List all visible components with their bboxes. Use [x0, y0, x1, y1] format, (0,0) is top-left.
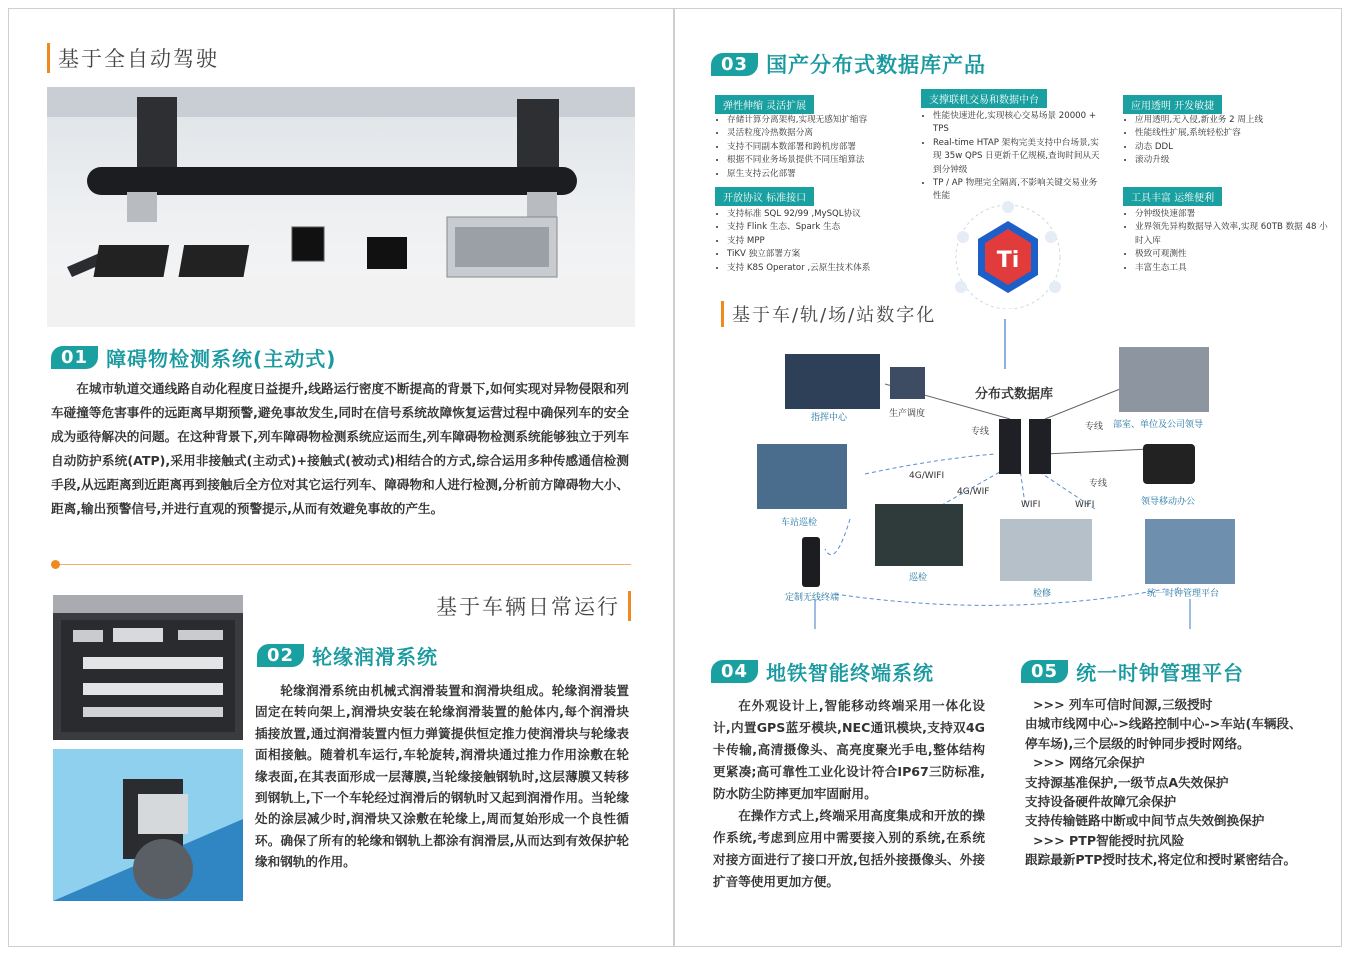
section-05-line: 由城市线网中心->线路控制中心->车站(车辆段、停车场),三个层级的时钟同步授时网络。 [1025, 716, 1302, 751]
section-03-number: 03 [711, 53, 758, 76]
list-item: • 支持 K8S Operator ,云原生技术体系 [727, 262, 927, 275]
diagram-label-dept: 部室、单位及公司领导 [1113, 420, 1204, 430]
list-item: • 分钟级快速部署 [1135, 208, 1335, 221]
list-item: • 灵活粒度冷热数据分离 [727, 127, 927, 140]
list-item: • 根据不同业务场景提供不同压缩算法 [727, 154, 927, 167]
feature-list-elastic [713, 114, 927, 181]
diagram-center-label: 分布式数据库 [975, 387, 1054, 402]
feature-list-tools [1121, 208, 1335, 275]
list-item: • 性能线性扩展,系统轻松扩容 [1135, 127, 1335, 140]
diagram-label-command: 指挥中心 [811, 413, 848, 423]
divider-line [55, 564, 631, 565]
section-04-title-row [711, 657, 934, 686]
list-item: • 原生支持云化部署 [727, 168, 927, 181]
diagram-label-dispatch: 生产调度 [889, 409, 926, 419]
section-05-line: 支持源基准保护,一级节点A失效保护 [1025, 774, 1229, 790]
diagram-label-net1: 4G/WIFI [909, 471, 945, 481]
section-04-number: 04 [711, 660, 758, 683]
feature-tag-oltp: 支撑联机交易和数据中台 [921, 89, 1047, 108]
diagram-label-wifi1: WIFI [1021, 500, 1041, 510]
section-04-paragraph-2: 在操作方式上,终端采用高度集成和开放的操作系统,考虑到应用中需要接入别的系统,在系统对接方面进行了接口开放,包括外接摄像头、外接扩音等使用更加方便。 [713, 808, 985, 889]
section-05-body [1025, 695, 1305, 870]
diagram-label-mobile-office: 领导移动办公 [1141, 497, 1196, 507]
section-01-paragraph: 在城市轨道交通线路自动化程度日益提升,线路运行密度不断提高的背景下,如何实现对异物侵限和列车碰撞等危害事件的远距离早期预警,避免事故发生,同时在信号系统故障恢复运营过程中确保列车的安全成为亟待解决的问题。在这种背景下,列车障碍物检测系统应运而生,列车障碍物检测系统能够独立于列车自动防护系统(ATP),采用非接触式(主动式)+接触式(被动式)相结合的方式,综合运用多种传感通信检测手段,从远距离到近距离再到接触后全方位对其它运行列车、障碍物和人进行检测,分析前方障碍物大小、距离,输出预警信号,并进行直观的预警提示,从而有效避免事故的产生。 [51, 381, 629, 516]
section-03-title-row [711, 49, 986, 79]
feature-list-open [713, 208, 927, 275]
diagram-label-patrol: 巡检 [909, 573, 928, 583]
list-item: • 支持标准 SQL 92/99 ,MySQL协议 [727, 208, 927, 221]
section-04-body [713, 695, 985, 893]
feature-list-oltp [919, 110, 1103, 204]
section-05-line: >>> PTP智能授时抗风险 [1033, 832, 1185, 848]
list-item: • 支持 Flink 生态、Spark 生态 [727, 221, 927, 234]
section-01-title: 障碍物检测系统(主动式) [106, 347, 337, 371]
list-item: • 动态 DDL [1135, 141, 1335, 154]
list-item: • 业界领先异构数据导入效率,实现 60TB 数据 48 小时入库 [1135, 221, 1335, 248]
section-header-vehicle: 基于车辆日常运行 [436, 591, 631, 621]
list-item: • 滚动升级 [1135, 154, 1335, 167]
list-item: • Real-time HTAP 架构完美支持中台场景,实现 35w QPS 日更新千亿规模,查询时间从天到分钟级 [933, 137, 1103, 177]
list-item: • TiKV 独立部署方案 [727, 248, 927, 261]
list-item: • 丰富生态工具 [1135, 262, 1335, 275]
feature-list-transparent [1121, 114, 1335, 168]
feature-tag-transparent: 应用透明 开发敏捷 [1123, 95, 1222, 114]
diagram-label-terminal: 定制无线终端 [785, 593, 840, 603]
network-diagram [675, 309, 1341, 629]
diagram-label-line3: 专线 [1089, 479, 1108, 489]
lubrication-device-render [53, 749, 243, 901]
diagram-label-net2: 4G/WIF [957, 487, 990, 497]
feature-tag-open: 开放协议 标准接口 [715, 187, 814, 206]
diagram-label-clock: 统一时钟管理平台 [1147, 589, 1220, 599]
list-item: • 性能快速进化,实现核心交易场景 20000 + TPS [933, 110, 1103, 137]
right-page [674, 8, 1342, 947]
section-05-line: 跟踪最新PTP授时技术,将定位和授时紧密结合。 [1025, 852, 1297, 868]
obstacle-detection-photo [47, 87, 635, 327]
section-02-body [255, 680, 629, 873]
section-03-title: 国产分布式数据库产品 [766, 53, 987, 77]
diagram-label-check: 检修 [1033, 589, 1052, 599]
section-02-title-row [257, 641, 438, 670]
diagram-label-wifi2: WIFI [1075, 500, 1095, 510]
lubrication-kit-photo [53, 595, 243, 740]
section-05-line: >>> 网络冗余保护 [1033, 755, 1145, 771]
section-04-paragraph-1: 在外观设计上,智能移动终端采用一体化设计,内置GPS蓝牙模块,NEC通讯模块,支持双4G卡传输,高清摄像头、高亮度聚光手电,整体结构更紧凑;高可靠性工业化设计符合IP67三防标准,防水防尘防摔更加牢固耐用。 [713, 698, 985, 801]
section-05-line: 支持设备硬件故障冗余保护 [1025, 794, 1177, 810]
section-02-paragraph: 轮缘润滑系统由机械式润滑装置和润滑块组成。轮缘润滑装置固定在转向架上,润滑块安装在轮缘润滑装置的舱体内,每个润滑块插接放置,通过润滑装置内恒力弹簧提供恒定推力使润滑块与轮缘表面相接触。随着机车运行,车轮旋转,润滑块通过推力作用涂敷在轮缘表面,在其表面形成一层薄膜,当轮缘接触钢轨时,这层薄膜又转移到钢轨上,下一个车轮经过润滑后的钢轨时又起到润滑作用。当轮缘处的涂层减少时,润滑块又涂敷在轮缘上,周而复始形成一个良性循环。确保了所有的轮缘和钢轨上都涂有润滑层,从而达到有效保护轮缘和钢轨的作用。 [255, 683, 629, 870]
section-01-number: 01 [51, 346, 98, 369]
svg-text:Ti: Ti [996, 248, 1020, 273]
section-header-digital: 基于车/轨/场/站数字化 [721, 301, 936, 327]
tidb-logo-icon [943, 199, 1073, 309]
feature-tag-tools: 工具丰富 运维便利 [1123, 187, 1222, 206]
section-02-title: 轮缘润滑系统 [312, 645, 439, 669]
section-02-number: 02 [257, 644, 304, 667]
diagram-label-line1: 专线 [971, 427, 990, 437]
section-01-title-row [51, 343, 336, 372]
left-page [8, 8, 674, 947]
list-item: • 存储计算分离架构,实现无感知扩缩容 [727, 114, 927, 127]
section-04-title: 地铁智能终端系统 [766, 661, 935, 685]
feature-tag-elastic: 弹性伸缩 灵活扩展 [715, 95, 814, 114]
section-05-title-row [1021, 657, 1244, 686]
list-item: • 支持不同副本数部署和跨机房部署 [727, 141, 927, 154]
list-item: • 应用透明,无入侵,新业务 2 周上线 [1135, 114, 1335, 127]
diagram-label-line2: 专线 [1085, 422, 1104, 432]
list-item: • 支持 MPP [727, 235, 927, 248]
section-05-number: 05 [1021, 660, 1068, 683]
divider-dot [51, 560, 60, 569]
section-01-body [51, 377, 629, 521]
section-05-line: >>> 列车可信时间源,三级授时 [1033, 697, 1213, 712]
section-05-title: 统一时钟管理平台 [1076, 661, 1245, 685]
diagram-label-station: 车站巡检 [781, 518, 818, 528]
list-item: • TP / AP 物理完全隔离,不影响关键交易业务性能 [933, 177, 1103, 204]
section-05-line: 支持传输链路中断或中间节点失效倒换保护 [1025, 813, 1265, 829]
section-header-autodrive: 基于全自动驾驶 [47, 43, 219, 73]
list-item: • 极致可观测性 [1135, 248, 1335, 261]
